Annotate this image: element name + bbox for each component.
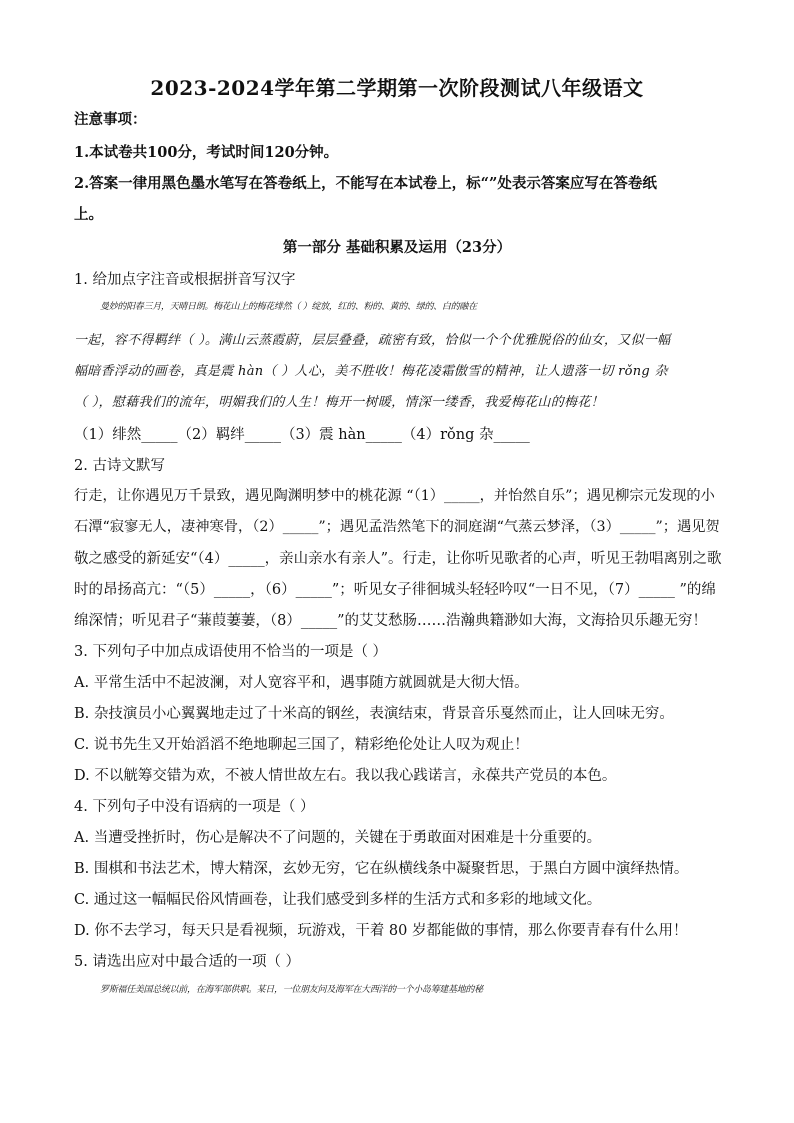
notice-heading: 注意事项：	[74, 111, 147, 128]
q1-passage-line: 曼妙的阳春三月，天晴日朗。梅花山上的梅花绯然（ ）绽放，红的、粉的、黄的、绿的、白的融在	[100, 302, 477, 312]
q4-option-a: A. 当遭受挫折时，伤心是解决不了问题的，关键在于勇敢面对困难是十分重要的。	[74, 830, 602, 846]
notice-item-1: 1.本试卷共100分，考试时间120分钟。	[74, 144, 339, 161]
q2-line: 石潭“寂寥无人，凄神寒骨，（2）_____”；遇见孟浩然笔下的洞庭湖“气蒸云梦泽，（3）_____”；遇见贺	[74, 519, 720, 535]
q2-line: 行走，让你遇见万千景致，遇见陶渊明梦中的桃花源 “（1）_____，并怡然自乐”；遇见柳宗元发现的小	[74, 488, 715, 504]
q2-line: 敬之感受的新延安“（4）_____，亲山亲水有亲人”。行走，让你听见歌者的心声，听见王勃唱离别之歌	[74, 551, 722, 567]
notice-item-3: 上。	[74, 206, 103, 223]
q1-answer-blanks: （1）绯然_____（2）羁绊_____（3）震 hàn_____（4）rǒng 杂_____	[74, 427, 530, 443]
q4-option-c: C. 通过这一幅幅民俗风情画卷，让我们感受到多样的生活方式和多彩的地域文化。	[74, 892, 602, 908]
q3-option-d: D. 不以觥筹交错为欢，不被人情世故左右。我以我心践诺言，永葆共产党员的本色。	[74, 768, 617, 784]
q4-option-d: D. 你不去学习，每天只是看视频，玩游戏，干着 80 岁都能做的事情，那么你要青春有什么用！	[74, 923, 688, 939]
q1-passage-line: 幅暗香浮动的画卷，真是震 hàn（ ）人心，美不胜收！梅花凌霜傲雪的精神，让人遗落一切 rǒng 杂	[74, 364, 668, 379]
q1-passage-line: （ ），慰藉我们的流年，明媚我们的人生！梅开一树暖，情深一缕香，我爱梅花山的梅花！	[74, 395, 604, 410]
q4-stem: 4. 下列句子中没有语病的一项是（ ）	[74, 799, 315, 815]
q5-stem: 5. 请选出应对中最合适的一项（ ）	[74, 954, 301, 970]
section-heading: 第一部分 基础积累及运用（23分）	[282, 239, 512, 256]
notice-item-2: 2.答案一律用黑色墨水笔写在答卷纸上，不能写在本试卷上，标“”处表示答案应写在答卷纸	[74, 175, 657, 192]
q2-line: 绵深情；听见君子“蒹葭萋萋，（8）_____”的艾艾愁肠……浩瀚典籍渺如大海，文海拾贝乐趣无穷！	[74, 613, 708, 629]
q1-passage-line: 一起，容不得羁绊（ ）。满山云蒸霞蔚，层层叠叠，疏密有致，恰似一个个优雅脱俗的仙女，又似一幅	[74, 333, 671, 348]
q5-passage-line: 罗斯福任美国总统以前，在海军部供职。某日，一位朋友问及海军在大西洋的一个小岛筹建基地的秘	[100, 985, 483, 995]
q3-stem: 3. 下列句子中加点成语使用不恰当的一项是（ ）	[74, 644, 388, 660]
q2-line: 时的昂扬高亢：“（5）_____，（6）_____”；听见女子徘徊城头轻轻吟叹“一日不见，（7）_____ ”的绵	[74, 582, 716, 598]
q2-stem: 2. 古诗文默写	[74, 458, 165, 474]
q3-option-c: C. 说书先生又开始滔滔不绝地聊起三国了，精彩绝伦处让人叹为观止！	[74, 737, 529, 753]
q4-option-b: B. 围棋和书法艺术，博大精深，玄妙无穷，它在纵横线条中凝聚哲思，于黑白方圆中演绎热情。	[74, 861, 689, 877]
q3-option-a: A. 平常生活中不起波澜，对人宽容平和，遇事随方就圆就是大彻大悟。	[74, 675, 529, 691]
q1-stem: 1. 给加点字注音或根据拼音写汉字	[74, 272, 296, 288]
page-title: 2023-2024学年第二学期第一次阶段测试八年级语文	[150, 76, 644, 100]
q3-option-b: B. 杂技演员小心翼翼地走过了十米高的钢丝，表演结束，背景音乐戛然而止，让人回味无穷。	[74, 706, 674, 722]
